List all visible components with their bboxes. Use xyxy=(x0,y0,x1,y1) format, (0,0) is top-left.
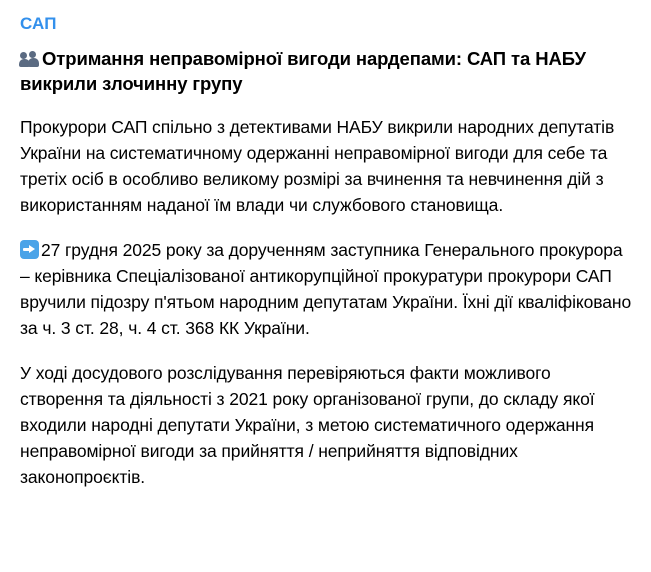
headline-text: Отримання неправомірної вигоди нардепами: САП та НАБУ викрили злочинну групу xyxy=(20,48,586,94)
paragraph-1-text: Прокурори САП спільно з детективами НАБУ викрили народних депутатів України на систематичному одержанні неправомірної вигоди для себе та третіх осіб в особливо великому розмірі за вчинення та невчинення дій з використанням наданої їм влади чи службового становища. xyxy=(20,117,615,215)
paragraph-2 xyxy=(20,237,633,341)
paragraph-3-text: У ході досудового розслідування перевіряються факти можливого створення та діяльності з 2021 року організованої групи, до складу якої входили народні депутати України, з метою систематичного одержання неправомірної вигоди за прийняття / неприйняття відповідних законопроєктів. xyxy=(20,363,595,487)
channel-title[interactable]: САП xyxy=(20,14,57,33)
headline xyxy=(20,46,633,96)
paragraph-3 xyxy=(20,360,633,490)
paragraph-2-text: 27 грудня 2025 року за дорученням заступника Генерального прокурора – керівника Спеціалізованої антикорупційної прокуратури прокурори САП вручили підозру п'ятьом народним депутатам України. Їхні дії кваліфіковано за ч. 3 ст. 28, ч. 4 ст. 368 КК України. xyxy=(20,240,632,338)
paragraph-1 xyxy=(20,114,633,218)
busts-in-silhouette-icon xyxy=(20,50,40,68)
right-arrow-icon xyxy=(20,240,39,259)
